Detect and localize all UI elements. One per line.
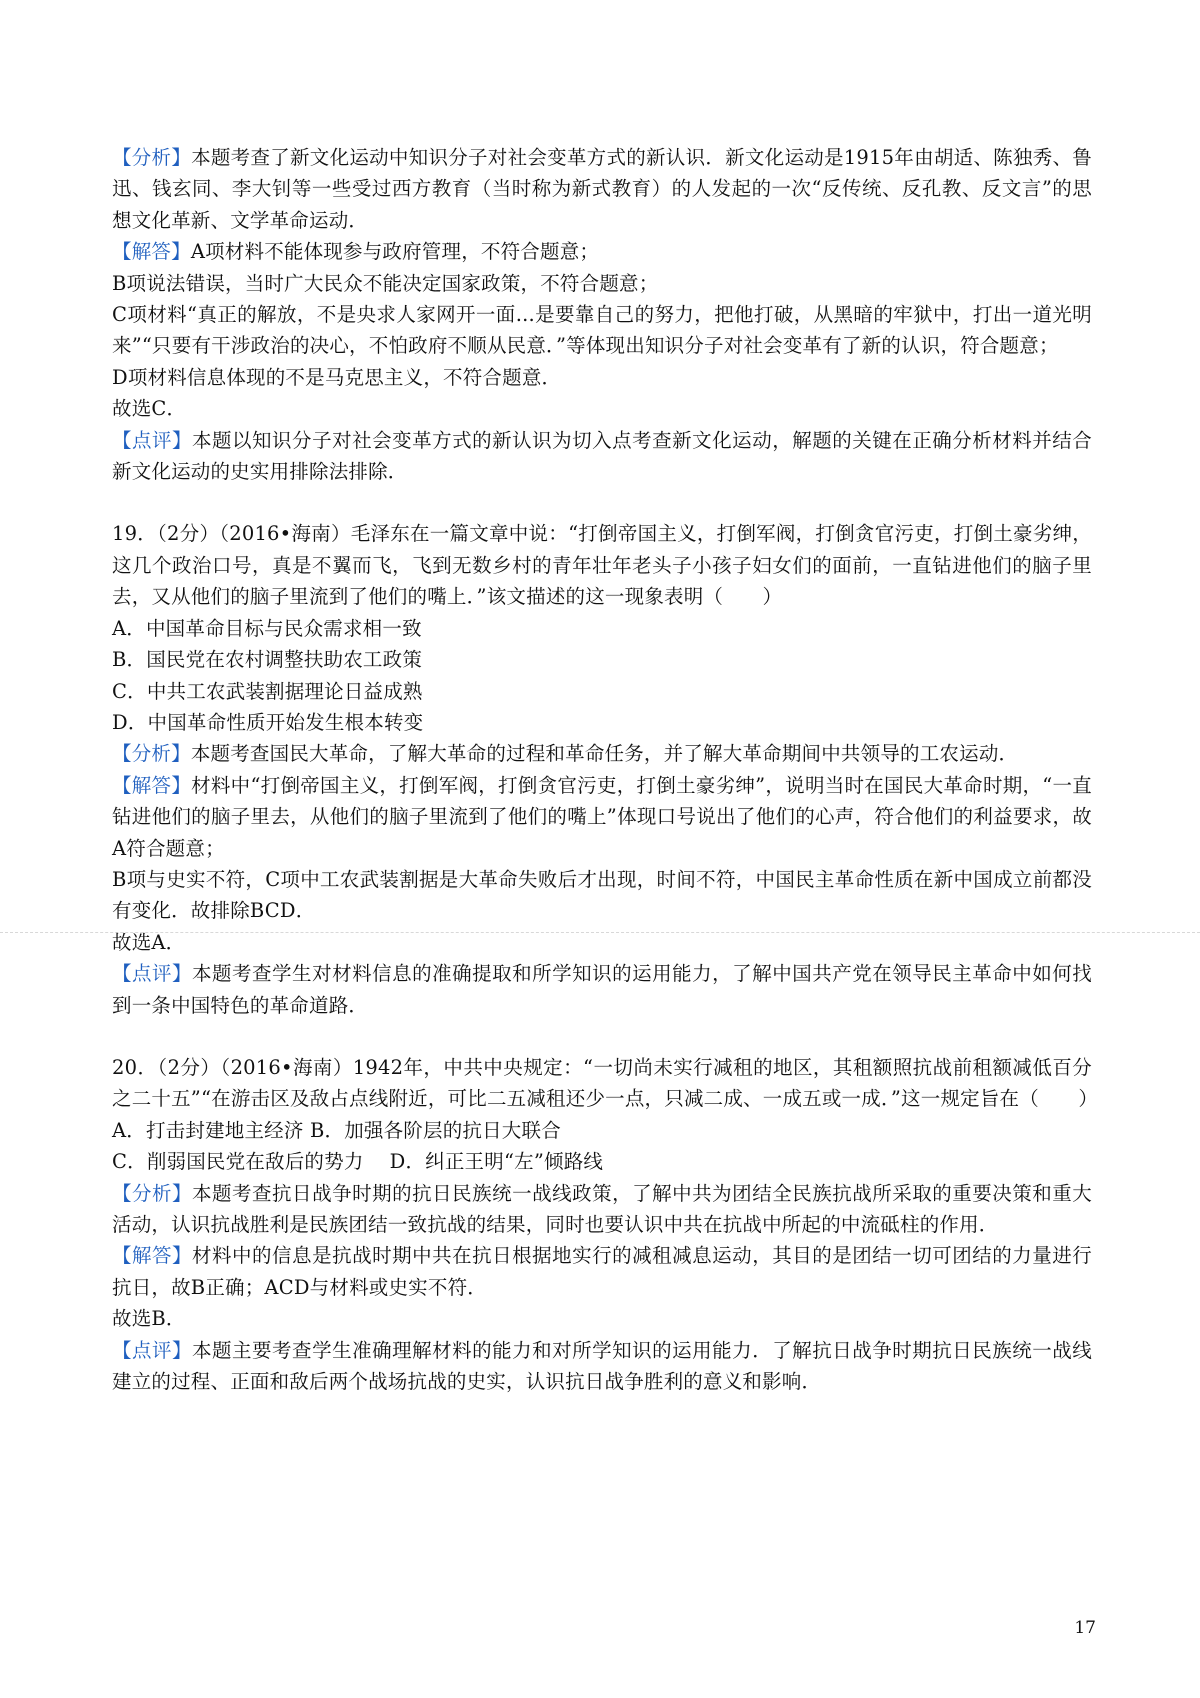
comment-text: 本题考查学生对材料信息的准确提取和所学知识的运用能力，了解中国共产党在领导民主革命中如何找到一条中国特色的革命道路． — [112, 962, 1092, 1017]
question-stem: 20．（2分）（2016•海南）1942年，中共中央规定：“一切尚未实行减租的地区，其租额照抗战前租额减低百分之二十五”“在游击区及敌占点线附近，可比二五减租还少一点，只减二成、一成五或一成．”这一规定旨在（ ） — [112, 1055, 1099, 1111]
analysis-text: 本题考查国民大革命，了解大革命的过程和革命任务，并了解大革命期间中共领导的工农运动． — [190, 742, 1019, 766]
answer-line: C项材料“真正的解放，不是央求人家网开一面...是要靠自己的努力，把他打破，从黑暗的牢狱中，打出一道光明来”“只要有干涉政治的决心，不怕政府不顺从民意．”等体现出知识分子对社会变革有了新的认识，符合题意； — [112, 303, 1092, 358]
comment-paragraph — [112, 958, 1092, 1021]
comment-text: 本题以知识分子对社会变革方式的新认识为切入点考查新文化运动，解题的关键在正确分析材料并结合新文化运动的史实用排除法排除． — [112, 428, 1092, 484]
options-row-1: A．打击封建地主经济 B．加强各阶层的抗日大联合 — [112, 1118, 561, 1142]
comment-paragraph — [112, 1335, 1092, 1398]
answer-paragraph — [112, 1240, 1092, 1303]
question-18-explanation — [112, 142, 1092, 487]
page-content — [112, 142, 1099, 1397]
analysis-paragraph — [112, 1178, 1092, 1241]
question-19 — [112, 518, 1092, 1021]
answer-tag: 【解答】 — [112, 240, 191, 264]
comment-tag: 【点评】 — [112, 962, 193, 986]
spacer — [112, 1021, 1092, 1052]
answer-line: B项与史实不符，C项中工农武装割据是大革命失败后才出现，时间不符，中国民主革命性质在新中国成立前都没有变化．故排除BCD． — [112, 867, 1092, 923]
answer-line: A项材料不能体现参与政府管理，不符合题意； — [190, 240, 600, 264]
answer-choice: 故选A． — [112, 930, 186, 954]
answer-paragraph — [112, 236, 1092, 267]
comment-text: 本题主要考查学生准确理解材料的能力和对所学知识的运用能力．了解抗日战争时期抗日民族统一战线建立的过程、正面和敌后两个战场抗战的史实，认识抗日战争胜利的意义和影响． — [112, 1338, 1092, 1394]
analysis-paragraph — [112, 738, 1092, 769]
option-d: D．中国革命性质开始发生根本转变 — [112, 710, 424, 734]
answer-tag: 【解答】 — [112, 1244, 193, 1268]
answer-choice: 故选B． — [112, 1307, 186, 1331]
analysis-text: 本题考查了新文化运动中知识分子对社会变革方式的新认识．新文化运动是1915年由胡适、陈独秀、鲁迅、钱玄同、李大钊等一些受过西方教育（当时称为新式教育）的人发起的一次“反传统、反孔教、反文言”的思想文化革新、文学革命运动． — [112, 146, 1092, 232]
answer-paragraph — [112, 770, 1092, 864]
question-20 — [112, 1052, 1099, 1397]
answer-choice: 故选C． — [112, 397, 187, 421]
answer-line: B项说法错误，当时广大民众不能决定国家政策，不符合题意； — [112, 271, 659, 295]
analysis-tag: 【分析】 — [112, 742, 191, 766]
analysis-text: 本题考查抗日战争时期的抗日民族统一战线政策，了解中共为团结全民族抗战所采取的重要决策和重大活动，认识抗战胜利是民族团结一致抗战的结果，同时也要认识中共在抗战中所起的中流砥柱的作用． — [112, 1181, 1092, 1236]
analysis-paragraph — [112, 142, 1092, 236]
answer-text: 材料中的信息是抗战时期中共在抗日根据地实行的减租减息运动，其目的是团结一切可团结的力量进行抗日，故B正确；ACD与材料或史实不符． — [112, 1244, 1092, 1299]
comment-tag: 【点评】 — [112, 428, 193, 452]
answer-text: 材料中“打倒帝国主义，打倒军阀，打倒贪官污吏，打倒土豪劣绅”，说明当时在国民大革命时期，“一直钻进他们的脑子里去，从他们的脑子里流到了他们的嘴上”体现口号说出了他们的心声，符合他们的利益要求，故A符合题意； — [112, 773, 1092, 860]
analysis-tag: 【分析】 — [112, 146, 192, 169]
option-a: A．中国革命目标与民众需求相一致 — [112, 616, 422, 640]
comment-paragraph — [112, 425, 1092, 488]
option-c: C．中共工农武装割据理论日益成熟 — [112, 679, 423, 703]
comment-tag: 【点评】 — [112, 1338, 193, 1362]
options-row-2: C．削弱国民党在敌后的势力 D．纠正王明“左”倾路线 — [112, 1150, 604, 1174]
answer-line: D项材料信息体现的不是马克思主义，不符合题意． — [112, 365, 562, 389]
spacer — [112, 487, 1092, 518]
page-number: 17 — [1074, 1618, 1096, 1638]
analysis-tag: 【分析】 — [112, 1181, 193, 1205]
question-stem: 19．（2分）（2016•海南）毛泽东在一篇文章中说：“打倒帝国主义，打倒军阀，打倒贪官污吏，打倒土豪劣绅，这几个政治口号，真是不翼而飞，飞到无数乡村的青年壮年老头子小孩子妇女们的面前，一直钻进他们的脑子里去，又从他们的脑子里流到了他们的嘴上．”该文描述的这一现象表明（ ） — [112, 522, 1092, 609]
answer-tag: 【解答】 — [112, 773, 192, 797]
option-b: B．国民党在农村调整扶助农工政策 — [112, 648, 423, 672]
